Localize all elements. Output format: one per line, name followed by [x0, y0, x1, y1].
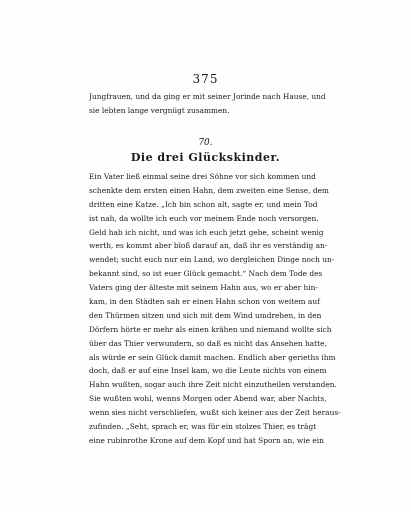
story-number: 70. — [198, 138, 213, 148]
text-line: Jungfrauen, und da ging er mit seiner Jorinde nach Hause, und — [89, 92, 326, 101]
text-line: Geld hab ich nicht, und was ich euch jetzt gebe, scheint wenig — [89, 227, 324, 237]
story-title: Die drei Glückskinder. — [130, 151, 281, 164]
text-line: eine rubinrothe Krone auf dem Kopf und hat Sporn an, wie ein — [89, 435, 324, 445]
text-line: zufinden. „Seht, sprach er, was für ein stolzes Thier, es trägt — [89, 422, 317, 432]
text-line: den Thürmen sitzen und sich mit dem Wind umdrehen, in den — [89, 310, 322, 320]
text-line: ist nah, da wollte ich euch vor meinem Ende noch versorgen. — [89, 213, 319, 223]
text-line: werth, es kommt aber bloß darauf an, daß ihr es verständig an- — [89, 241, 328, 251]
text-line: Dörfern hörte er mehr als einen krähen und niemand wollte sich — [89, 324, 332, 334]
text-line: Sie wußten wohl, wenns Morgen oder Abend war, aber Nachts, — [89, 394, 327, 404]
page-number: 375 — [192, 72, 219, 86]
text-line: Ein Vater ließ einmal seine drei Söhne vor sich kommen und — [89, 172, 316, 181]
text-line: sie lebten lange vergnügt zusammen. — [89, 105, 230, 115]
text-line: doch, daß er auf eine Insel kam, wo die Leute nichts von einem — [89, 366, 327, 376]
text-line: als würde er sein Glück damit machen. Endlich aber gerieths ihm — [89, 352, 336, 362]
text-line: wendet; sucht euch nur ein Land, wo dergleichen Dinge noch un- — [89, 255, 335, 265]
intro-paragraph — [89, 90, 344, 118]
text-line: kam, in den Städten sah er einen Hahn schon von weitem auf — [89, 297, 320, 307]
text-line: dritten eine Katze. „Ich bin schon alt, sagte er, und mein Tod — [89, 199, 318, 209]
text-line: über das Thier verwundern, so daß es nicht das Ansehen hatte, — [89, 338, 327, 348]
text-line: wenn sies nicht verschliefen, wußt sich keiner aus der Zeit heraus- — [89, 408, 341, 418]
story-body — [89, 170, 344, 448]
text-line: Vaters ging der älteste mit seinem Hahn aus, wo er aber hin- — [89, 283, 318, 293]
text-line: schenkte dem ersten einen Hahn, dem zweiten eine Sense, dem — [89, 185, 329, 195]
text-line: bekannt sind, so ist euer Glück gemacht.“ Nach dem Tode des — [89, 269, 323, 279]
text-line: Hahn wußten, sogar auch ihre Zeit nicht einzutheilen verstanden. — [89, 380, 337, 390]
